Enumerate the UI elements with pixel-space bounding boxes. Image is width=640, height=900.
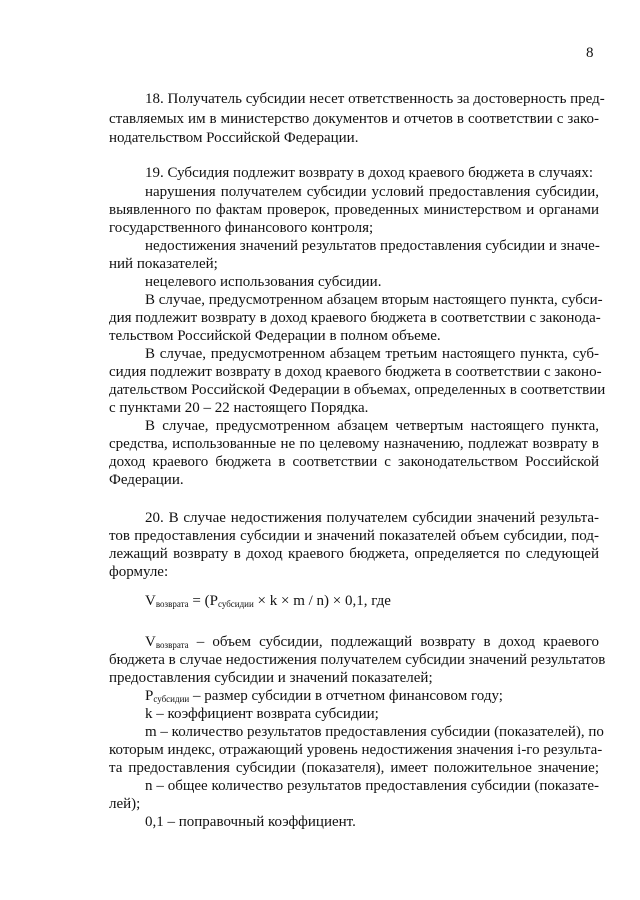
def-v-line-2: бюджета в случае недостижения получателем субсидии значений результатов bbox=[109, 652, 606, 668]
p20-line-2: тов предоставления субсидии и значений показателей объем субсидии, под- bbox=[109, 528, 599, 544]
p19-line-14: с пунктами 20 – 22 настоящего Порядка. bbox=[109, 400, 369, 416]
def-p-text: – размер субсидии в отчетном финансовом году; bbox=[189, 688, 503, 704]
p19-line-1: 19. Субсидия подлежит возврату в доход краевого бюджета в случаях: bbox=[145, 165, 593, 181]
p19-line-10: тельством Российской Федерации в полном объеме. bbox=[109, 328, 441, 344]
p19-line-17: доход краевого бюджета в соответствии с законодательством Российской bbox=[109, 454, 599, 470]
def-p bbox=[145, 687, 599, 705]
def-m-line-2: которым индекс, отражающий уровень недостижения значения i-го результа- bbox=[109, 742, 603, 758]
p19-line-4: государственного финансового контроля; bbox=[109, 220, 374, 236]
p19-line-9: дия подлежит возврату в доход краевого бюджета в соответствии с законода- bbox=[109, 310, 601, 326]
p19-line-5: недостижения значений результатов предоставления субсидии и значе- bbox=[145, 238, 600, 254]
def-k: k – коэффициент возврата субсидии; bbox=[145, 706, 379, 722]
def-v-line-3: предоставления субсидии и значений показателей; bbox=[109, 670, 433, 686]
p19-line-11: В случае, предусмотренном абзацем третьим настоящего пункта, суб- bbox=[145, 346, 599, 362]
def-n-line-2: лей); bbox=[109, 796, 141, 812]
p19-line-15: В случае, предусмотренном абзацем четвертым настоящего пункта, bbox=[145, 418, 599, 434]
p19-line-2: нарушения получателем субсидии условий предоставления субсидии, bbox=[145, 184, 599, 200]
p19-line-13: дательством Российской Федерации в объемах, определенных в соответствии bbox=[109, 382, 606, 398]
def-v-symbol: V bbox=[145, 634, 156, 650]
def-n-line-1: n – общее количество результатов предоставления субсидии (показате- bbox=[145, 778, 599, 794]
p18-line-1: 18. Получатель субсидии несет ответственность за достоверность пред- bbox=[145, 91, 605, 107]
def-v-line-1 bbox=[145, 633, 599, 651]
formula-v: V bbox=[145, 593, 156, 609]
formula-eq-open: = (P bbox=[188, 593, 218, 609]
def-m-line-3: та предоставления субсидии (показателя), имеет положительное значение; bbox=[109, 760, 599, 776]
p18-line-3: нодательством Российской Федерации. bbox=[109, 130, 359, 146]
p19-line-6: ний показателей; bbox=[109, 256, 218, 272]
p19-line-8: В случае, предусмотренном абзацем вторым настоящего пункта, субси- bbox=[145, 292, 603, 308]
def-v-text: – объем субсидии, подлежащий возврату в доход краевого bbox=[188, 634, 599, 650]
formula bbox=[145, 592, 599, 610]
page-number: 8 bbox=[586, 45, 594, 61]
p20-line-3: лежащий возврату в доход краевого бюджета, определяется по следующей bbox=[109, 546, 599, 562]
p19-line-3: выявленного по фактам проверок, проведенных министерством и органами bbox=[109, 202, 599, 218]
formula-rest: × k × m / n) × 0,1, где bbox=[253, 593, 391, 609]
p20-line-4: формуле: bbox=[109, 564, 169, 580]
def-v-subscript: возврата bbox=[155, 640, 189, 650]
p20-line-1: 20. В случае недостижения получателем субсидии значений результа- bbox=[145, 510, 599, 526]
def-m-line-1: m – количество результатов предоставления субсидии (показателей), по bbox=[145, 724, 604, 740]
formula-v-subscript: возврата bbox=[155, 599, 189, 609]
p19-line-16: средства, использованные не по целевому назначению, подлежат возврату в bbox=[109, 436, 599, 452]
def-p-subscript: субсидии bbox=[153, 694, 190, 704]
p19-line-7: нецелевого использования субсидии. bbox=[145, 274, 382, 290]
p19-line-18: Федерации. bbox=[109, 472, 184, 488]
def-correction: 0,1 – поправочный коэффициент. bbox=[145, 814, 356, 830]
formula-p-subscript: субсидии bbox=[217, 599, 254, 609]
def-p-symbol: P bbox=[145, 688, 154, 704]
p19-line-12: сидия подлежит возврату в доход краевого бюджета в соответствии с законо- bbox=[109, 364, 602, 380]
p18-line-2: ставляемых им в министерство документов и отчетов в соответствии с зако- bbox=[109, 111, 599, 127]
